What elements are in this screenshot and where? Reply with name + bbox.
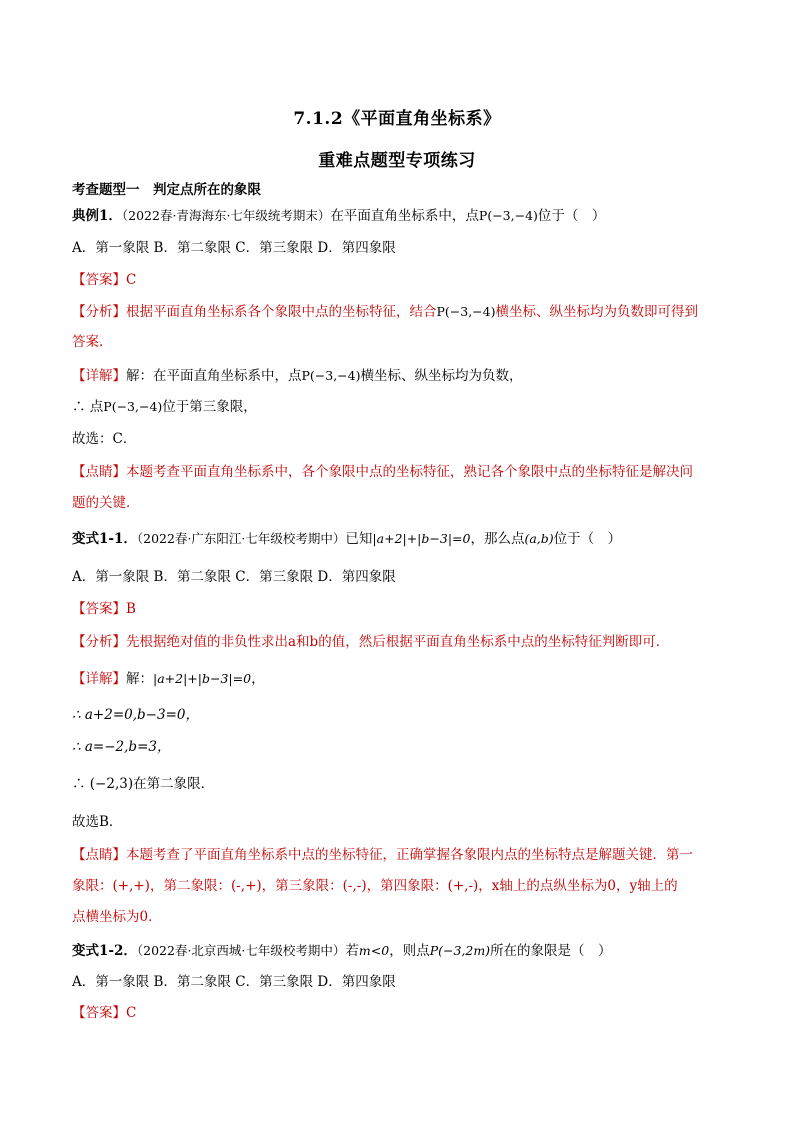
detail-tag: 【详解】 <box>72 368 126 384</box>
variant1-detail-text-b: ， <box>251 671 265 687</box>
variant1-label: 变式1-1． <box>72 531 137 547</box>
variant1-options: A．第一象限 B．第二象限 C．第三象限 D．第四象限 <box>72 569 396 585</box>
example1-note-text-a: 本题考查平面直角坐标系中，各个象限中点的坐标特征，熟记各个象限中点的坐标特征是解决问 <box>126 464 693 480</box>
variant1-note-cont: 象限：(+,+)，第二象限：(-,+)，第三象限：(-,-)，第四象限：(+,-)，x轴上的点纵坐标为0，y轴上的 <box>72 878 678 894</box>
example1-detail-text-a: 解：在平面直角坐标系中，点 <box>126 368 302 384</box>
example1-step-suffix: 位于第三象限， <box>162 399 257 415</box>
example1-analysis <box>72 303 732 321</box>
answer-tag: 【答案】 <box>72 272 126 288</box>
variant1-detail-equation: |a+2|+|b−3|=0 <box>153 671 252 686</box>
variant1-source: （2022春·广东阳江·七年级校考期中） <box>136 531 346 546</box>
example1-answer <box>72 271 732 289</box>
analysis-tag: 【分析】 <box>72 634 126 650</box>
page-title: 7.1.2《平面直角坐标系》 <box>293 109 501 129</box>
variant1-detail-text-a: 解： <box>126 671 153 687</box>
variant2-source: （2022春·北京西城·七年级校考期中） <box>136 943 346 958</box>
variant1-detail <box>72 670 732 688</box>
example1-analysis-text-a: 根据平面直角坐标系各个象限中点的坐标特征，结合 <box>126 304 437 320</box>
example1-step <box>72 398 732 416</box>
example1-detail-point: P(−3,−4) <box>301 368 361 383</box>
example1-note-cont: 题的关键． <box>72 495 140 511</box>
example1-step-prefix: ∴ 点 <box>72 399 104 415</box>
variant1-step3-point: ∴ (−2,3) <box>72 776 134 792</box>
answer-tag: 【答案】 <box>72 601 126 617</box>
answer-tag: 【答案】 <box>72 1005 126 1021</box>
example1-choose: 故选：C． <box>72 431 137 447</box>
example1-analysis-point: P(−3,−4) <box>436 304 496 319</box>
variant1-question-text: 已知 <box>345 531 373 547</box>
example1-source: （2022春·青海海东·七年级统考期末） <box>121 208 331 223</box>
variant2-answer-value: C <box>126 1005 137 1021</box>
page-subtitle: 重难点题型专项练习 <box>318 151 476 171</box>
example1-question-text: 在平面直角坐标系中，点 <box>330 208 479 224</box>
example1-question-end: 位于（ ） <box>537 208 606 224</box>
variant2-point: P(−3,2m) <box>429 943 491 958</box>
example1-detail-text-b: 横坐标、纵坐标均为负数， <box>360 368 523 384</box>
variant2-options: A．第一象限 B．第二象限 C．第三象限 D．第四象限 <box>72 974 396 990</box>
variant1-analysis <box>72 633 732 651</box>
example1-label: 典例1． <box>72 208 122 224</box>
variant1-note-text-a: 本题考查了平面直角坐标系中点的坐标特征，正确掌握各象限内点的坐标特点是解题关键．第一 <box>126 847 693 863</box>
variant2-question <box>72 942 732 960</box>
variant1-analysis-text: 先根据绝对值的非负性求出a和b的值，然后根据平面直角坐标系中点的坐标特征判断即可． <box>126 634 670 650</box>
variant2-condition: m<0 <box>358 943 390 958</box>
variant1-answer-value: B <box>126 601 136 617</box>
variant1-question-mid: ，那么点 <box>470 531 525 547</box>
section-heading: 考查题型一 判定点所在的象限 <box>72 182 261 198</box>
variant1-question-end: 位于（ ） <box>553 531 622 547</box>
variant1-step2: ∴ a=−2,b=3， <box>72 739 171 755</box>
variant2-question-text: 若 <box>345 943 359 959</box>
variant1-step3 <box>72 775 732 793</box>
example1-answer-value: C <box>126 272 137 288</box>
example1-analysis-cont: 答案． <box>72 334 113 350</box>
example1-step-point: P(−3,−4) <box>103 399 163 414</box>
note-tag: 【点睛】 <box>72 847 126 863</box>
variant1-equation: |a+2|+|b−3|=0 <box>372 531 471 546</box>
analysis-tag: 【分析】 <box>72 304 126 320</box>
variant1-choose: 故选B． <box>72 814 123 830</box>
variant1-point: (a,b) <box>524 531 554 546</box>
variant2-answer <box>72 1004 732 1022</box>
example1-options: A．第一象限 B．第二象限 C．第三象限 D．第四象限 <box>72 240 396 256</box>
example1-analysis-text-b: 横坐标、纵坐标均为负数即可得到 <box>495 304 698 320</box>
detail-tag: 【详解】 <box>72 671 126 687</box>
variant2-question-end: 所在的象限是（ ） <box>490 943 612 959</box>
variant1-step1: ∴ a+2=0,b−3=0， <box>72 707 199 723</box>
variant1-note <box>72 846 732 864</box>
variant1-note-cont2: 点横坐标为0． <box>72 909 162 925</box>
variant1-question <box>72 530 732 548</box>
example1-question <box>72 207 732 225</box>
example1-note <box>72 463 732 481</box>
variant1-answer <box>72 600 732 618</box>
variant1-step3-text: 在第二象限． <box>133 776 215 792</box>
note-tag: 【点睛】 <box>72 464 126 480</box>
example1-point: P(−3,−4) <box>478 208 538 223</box>
example1-detail <box>72 367 732 385</box>
variant2-label: 变式1-2． <box>72 943 137 959</box>
variant2-question-mid: ，则点 <box>389 943 430 959</box>
